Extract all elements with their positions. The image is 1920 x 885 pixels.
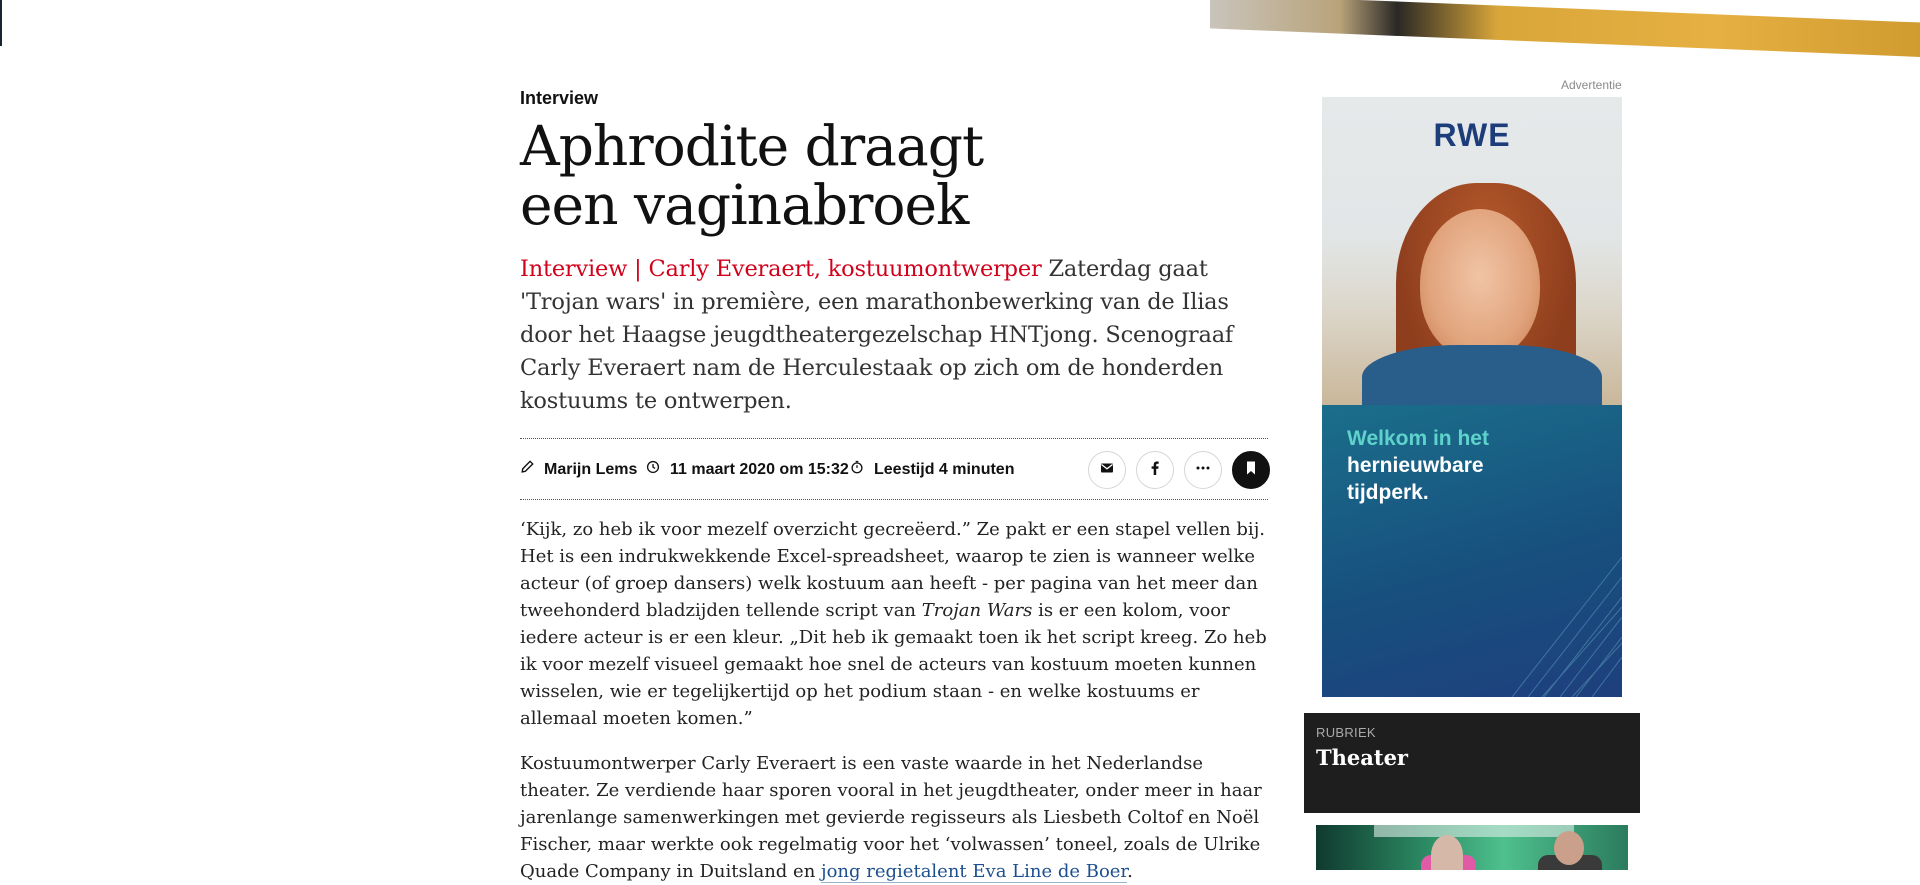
- ad-slogan: [1347, 425, 1489, 506]
- section-label: RUBRIEK: [1316, 725, 1376, 740]
- paragraph-1-text-a: ‘Kijk, zo heb ik voor mezelf overzicht gecreëerd.” Ze pakt er een stapel vellen bij. Het is een indrukwekkende Excel-spreadsheet, waarop te zien is wanneer welke acteur (of groep dansers) welk kostuum aan heeft - per pagina van het meer dan tweehonderd bladzijden tellende script van: [520, 519, 1265, 621]
- ad-photo-face: [1420, 209, 1540, 359]
- intro-lead: Interview | Carly Everaert, kostuumontwerper: [520, 256, 1042, 282]
- ad-brand-logo: RWE: [1433, 117, 1511, 153]
- share-email-button[interactable]: [1088, 451, 1126, 489]
- ad-text-panel: [1322, 405, 1622, 697]
- paragraph-1-text-b: is er een kolom, voor iedere acteur is er een kleur. „Dit heb ik gemaakt toen ik het script kreeg. Zo heb ik voor mezelf visueel gemaakt hoe snel de acteurs van kostuum moeten kunnen wisselen, wie er tegelijkertijd op het podium staan - en welke kostuums er allemaal moeten komen.”: [520, 600, 1267, 729]
- reading-time-meta: [850, 460, 1014, 479]
- article-intro: [520, 253, 1268, 418]
- article-kicker: Interview: [520, 88, 599, 108]
- section-title: Theater: [1316, 745, 1408, 770]
- publish-date: 11 maart 2020 om 15:32: [670, 460, 849, 478]
- author-link[interactable]: Marijn Lems: [544, 460, 638, 478]
- related-article-thumbnail[interactable]: [1316, 825, 1628, 870]
- mail-icon: [1099, 460, 1115, 481]
- clock-icon: [646, 460, 660, 479]
- section-card-theater[interactable]: [1304, 713, 1640, 813]
- article: [520, 88, 1268, 885]
- article-paragraph-2: [520, 750, 1268, 885]
- ad-label: Advertentie: [1561, 78, 1622, 92]
- top-left-bar: [0, 0, 2, 46]
- more-options-button[interactable]: [1184, 451, 1222, 489]
- ad-slogan-line-1: Welkom in het: [1347, 427, 1489, 450]
- intro-text: Zaterdag gaat 'Trojan wars' in première, een marathonbewerking van de Ilias door het Haagse jeugdtheatergezelschap HNTjong. Scenograaf Carly Everaert nam de Herculestaak op zich om de honderden kostuums te ontwerpen.: [520, 256, 1234, 414]
- share-facebook-button[interactable]: [1136, 451, 1174, 489]
- article-paragraph-1: [520, 516, 1268, 732]
- advertisement-banner[interactable]: [1322, 97, 1622, 697]
- paragraph-2-text-a: Kostuumontwerper Carly Everaert is een vaste waarde in het Nederlandse theater. Ze verdiende haar sporen vooral in het jeugdtheater, onder meer in haar jarenlange samenwerkingen met gevierde regisseurs als Liesbeth Coltof en Noël Fischer, maar werkte ook regelmatig voor het ‘volwassen’ toneel, zoals de Ulrike Quade Company in Duitsland en: [520, 753, 1262, 882]
- bookmark-button[interactable]: [1232, 451, 1270, 489]
- pen-icon: [520, 460, 534, 479]
- article-meta-bar: [520, 438, 1268, 500]
- author-meta: [520, 460, 637, 479]
- more-icon: [1195, 460, 1211, 481]
- paragraph-2-text-b: .: [1127, 861, 1133, 882]
- inline-article-link[interactable]: jong regietalent Eva Line de Boer: [821, 861, 1128, 882]
- article-headline: Aphrodite draagt een vaginabroek: [520, 114, 984, 237]
- paragraph-1-title: Trojan Wars: [921, 600, 1033, 621]
- thumbnail-screen: [1374, 825, 1574, 837]
- date-meta: [646, 460, 849, 479]
- reading-time: Leestijd 4 minuten: [874, 460, 1015, 478]
- ad-decorative-lines: [1502, 547, 1622, 697]
- stopwatch-icon: [850, 460, 864, 479]
- bookmark-icon: [1243, 460, 1259, 481]
- ad-slogan-line-2: hernieuwbare: [1347, 454, 1484, 477]
- ad-slogan-line-3: tijdperk.: [1347, 481, 1429, 504]
- thumbnail-figure-1-head: [1431, 835, 1463, 870]
- facebook-icon: [1147, 460, 1163, 481]
- thumbnail-figure-2-head: [1554, 831, 1584, 865]
